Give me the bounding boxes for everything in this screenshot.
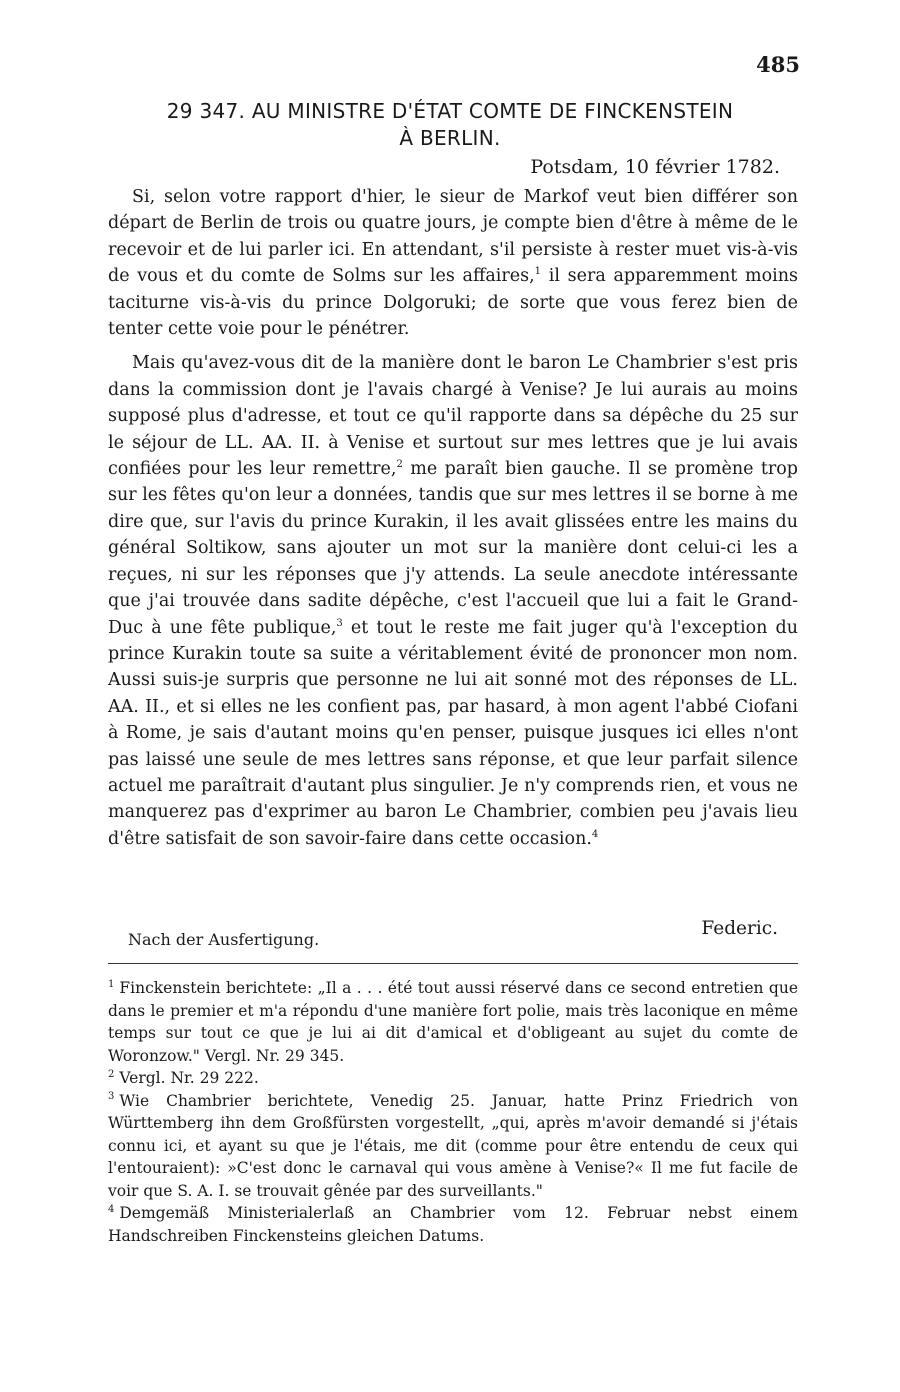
- paragraph-1-text-b: il sera apparemment moins taciturne vis-à-vis du prince Dolgoruki; de sorte que vous ferez bien de tenter cette voie pour le pénétrer.: [108, 266, 798, 340]
- footnote-3-text: Wie Chambrier berichtete, Venedig 25. Januar, hatte Prinz Friedrich von Württemberg ihn dem Großfürsten vorgestellt, „qui, après m'avoir demandé si j'étais connu ici, et ayant su que je l'étais, me dit (comme pour être entendu de ceux qui l'entouraient): »C'est donc le carnaval qui vous amène à Venise?« Il me fut facile de voir que S. A. I. se trouvait gênée par des surveillants.": [108, 1091, 798, 1200]
- footnote-4-text: Demgemäß Ministerialerlaß an Chambrier vom 12. Februar nebst einem Handschreiben Finckensteins gleichen Datums.: [108, 1204, 798, 1245]
- footnote-ref-1: 1: [534, 266, 542, 278]
- paragraph-2: [108, 350, 798, 852]
- source-note: Nach der Ausfertigung.: [128, 930, 320, 949]
- paragraph-2-text-a: Mais qu'avez-vous dit de la manière dont le baron Le Chambrier s'est pris dans la commission dont je l'avais chargé à Venise? Je lui aurais au moins supposé plus d'adresse, et tout ce qu'il rapporte dans sa dépêche du 25 sur le séjour de LL. AA. II. à Venise et surtout sur mes lettres que je lui avais confiées pour les leur remettre,: [108, 353, 798, 480]
- footnote-2-number: 2: [108, 1068, 115, 1080]
- paragraph-2-text-c: et tout le reste me fait juger qu'à l'exception du prince Kurakin toute sa suite a véritablement évité de prononcer mon nom. Aussi suis-je surpris que personne ne lui ait sonné mot des réponses de LL. AA. II., et si elles ne les confient pas, par hasard, à mon agent l'abbé Ciofani à Rome, je sais d'autant moins qu'en penser, puisque jusques ici elles n'ont pas laissé une seule de mes lettres sans réponse, et que leur parfait silence actuel me paraîtrait d'autant plus singulier. Je n'y comprends rien, et vous ne manquerez pas d'exprimer au baron Le Chambrier, combien peu j'avais lieu d'être satisfait de son savoir-faire dans cette occasion.: [108, 617, 799, 849]
- signature: Federic.: [701, 918, 778, 939]
- title-line-1: 29 347. AU MINISTRE D'ÉTAT COMTE DE FINCKENSTEIN: [166, 99, 734, 123]
- footnote-1: [108, 977, 798, 1067]
- footnote-3-number: 3: [108, 1091, 115, 1103]
- letter-body: [108, 184, 798, 860]
- footnote-2: [108, 1067, 798, 1090]
- footnote-4-number: 4: [108, 1203, 115, 1215]
- footnote-4: [108, 1202, 798, 1247]
- paragraph-1: [108, 184, 798, 342]
- footnote-divider: [108, 963, 798, 964]
- paragraph-1-text-a: Si, selon votre rapport d'hier, le sieur de Markof veut bien différer son départ de Berlin de trois ou quatre jours, je compte bien d'être à même de le recevoir et de lui parler ici. En attendant, s'il persiste à rester muet vis-à-vis de vous et du comte de Solms sur les affaires,: [108, 187, 798, 287]
- letter-title: [100, 98, 800, 152]
- title-line-2: À BERLIN.: [399, 126, 501, 150]
- page-number: 485: [756, 52, 800, 77]
- footnote-ref-4: 4: [591, 828, 599, 840]
- footnote-3: [108, 1090, 798, 1203]
- footnote-2-text: Vergl. Nr. 29 222.: [119, 1069, 259, 1087]
- footnote-ref-2: 2: [396, 459, 403, 471]
- footnotes: [108, 977, 798, 1247]
- dateline: Potsdam, 10 février 1782.: [530, 156, 780, 178]
- paragraph-2-text-b: me paraît bien gauche. Il se promène trop sur les fêtes qu'on leur a données, tandis que sur mes lettres il se borne à me dire que, sur l'avis du prince Kurakin, il les avait glissées entre les mains du général Soltikow, sans ajouter un mot sur la manière dont celui-ci les a reçues, ni sur les réponses que j'y attends. La seule anecdote intéressante que j'ai trouvée dans sadite dépêche, c'est l'accueil que lui a fait le Grand-Duc à une fête publique,: [108, 459, 798, 638]
- footnote-ref-3: 3: [336, 617, 343, 629]
- footnote-1-text: Finckenstein berichtete: „Il a . . . été tout aussi réservé dans ce second entretien que dans le premier et m'a répondu d'une manière fort polie, mais très laconique en même temps sur tout ce que je lui ai dit d'amical et d'obligeant au sujet du comte de Woronzow." Vergl. Nr. 29 345.: [108, 979, 798, 1065]
- footnote-1-number: 1: [108, 978, 115, 990]
